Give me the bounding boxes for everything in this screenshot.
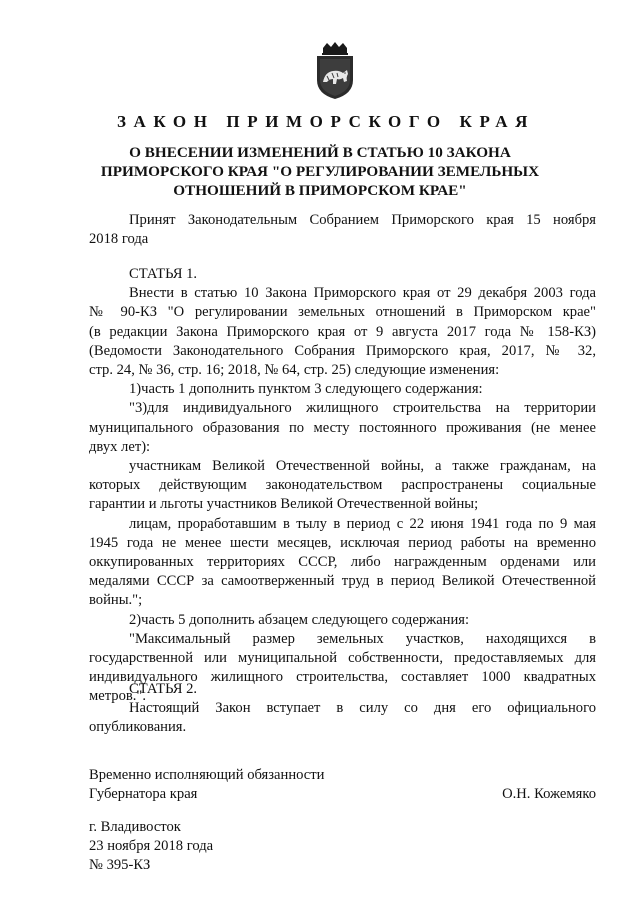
article-1-intro-line: (Ведомости Законодательного Собрания Приморского края, 2017, № 32, [89,342,596,359]
signatory-position: Временно исполняющий обязанности [89,767,325,783]
law-number: № 395-КЗ [89,857,151,874]
quote-2-line: метров.". [89,688,147,705]
article-2-heading: СТАТЬЯ 2. [129,681,198,697]
article-1-heading: СТАТЬЯ 1. [129,266,198,282]
article-1 [89,265,596,707]
rear-workers-line: медалями СССР за самоотверженный труд в период Великой Отечественной [89,573,596,590]
signing-city: г. Владивосток [89,819,181,835]
subtitle-line: ПРИМОРСКОГО КРАЯ "О РЕГУЛИРОВАНИИ ЗЕМЕЛЬНЫХ [100,163,540,180]
rear-workers-line: 1945 года не менее шести месяцев, исключая период работы на временно [89,534,596,551]
veterans-line: гарантии и льготы участников Великой Отечественной войны; [89,496,479,513]
article-1-intro-line: № 90-КЗ "О регулировании земельных отношений в Приморском крае" [89,304,596,321]
rear-workers-line: войны."; [89,592,143,609]
signatory-position: Губернатора края [89,786,198,803]
adoption-line: 2018 года [89,231,149,248]
article-1-intro-line: стр. 24, № 36, стр. 16; 2018, № 64, стр. 25) следующие изменения: [89,362,500,379]
article-1-item-1: 1)часть 1 дополнить пунктом 3 следующего содержания: [129,381,483,398]
article-1-item-2: 2)часть 5 дополнить абзацем следующего содержания: [129,611,470,628]
article-1-intro-line: Внести в статью 10 Закона Приморского края от 29 декабря 2003 года [129,285,596,302]
article-2-line: Настоящий Закон вступает в силу со дня его официального [129,700,596,717]
quote-2-line: "Максимальный размер земельных участков, находящихся в [129,630,596,647]
signature-row [89,785,596,804]
quote-1-line: "3)для индивидуального жилищного строительства на территории [129,400,596,417]
adoption-paragraph [89,211,596,249]
article-1-intro-line: (в редакции Закона Приморского края от 9 августа 2017 года № 158-КЗ) [89,323,596,340]
signing-date: 23 ноября 2018 года [89,838,214,855]
adoption-line: Принят Законодательным Собранием Приморского края 15 ноября [129,212,596,228]
quote-2-line: государственной или муниципальной собственности, предоставляемых для [89,650,596,667]
law-subtitle [95,143,545,200]
article-2-line: опубликования. [89,719,187,736]
signatory-name: О.Н. Кожемяко [502,786,596,803]
rear-workers-line: оккупированных территориях СССР, либо награжденным орденами или [89,554,596,571]
quote-1-line: муниципального образования по месту постоянного проживания (не менее [89,419,596,436]
subtitle-line: О ВНЕСЕНИИ ИЗМЕНЕНИЙ В СТАТЬЮ 10 ЗАКОНА [129,144,511,161]
quote-2-line: индивидуального жилищного строительства, составляет 1000 квадратных [89,669,596,686]
document-footer [89,818,389,876]
rear-workers-line: лицам, проработавшим в тылу в период с 22 июня 1941 года по 9 мая [129,515,596,532]
quote-1-line: двух лет): [89,438,151,455]
law-title: ЗАКОН ПРИМОРСКОГО КРАЯ [116,112,536,131]
subtitle-line: ОТНОШЕНИЙ В ПРИМОРСКОМ КРАЕ" [173,182,467,199]
veterans-line: которых действующим законодательством распространены социальные [89,477,596,494]
primorsky-krai-coat-of-arms-icon [313,42,357,100]
veterans-line: участникам Великой Отечественной войны, а также гражданам, на [129,458,596,475]
article-2 [89,680,596,738]
signature-block [89,766,596,804]
